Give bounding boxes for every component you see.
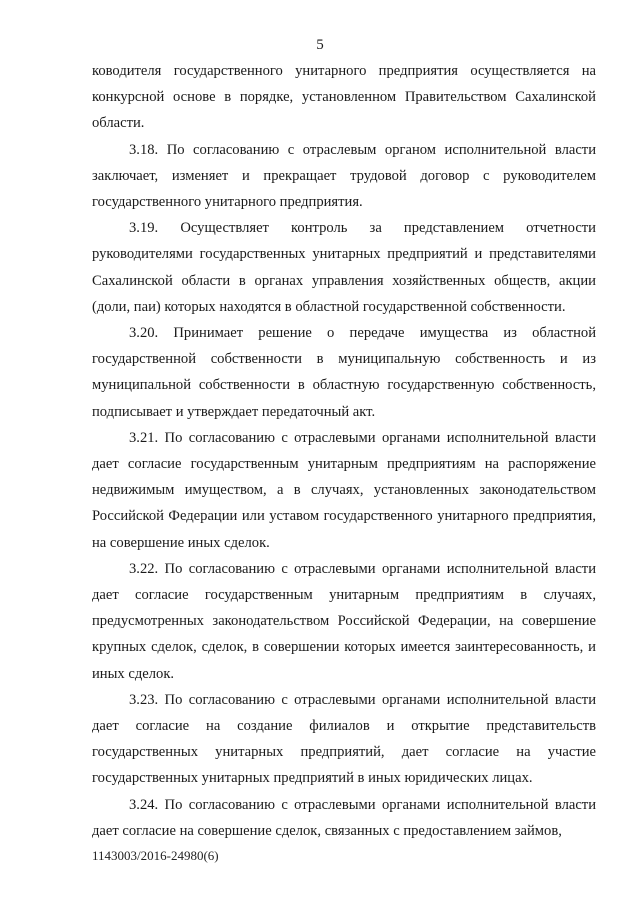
paragraph-3-23: 3.23. По согласованию с отраслевыми органами исполнительной власти дает согласие на создание филиалов и открытие представительств государственных унитарных предприятий, дает согласие на участие государственных унитарных предприятий в иных юридических лицах. [92,691,596,787]
paragraph-3-21: 3.21. По согласованию с отраслевыми органами исполнительной власти дает согласие государственным унитарным предприятиям на распоряжение недвижимым имуществом, а в случаях, установленных законодательством Российской Федерации или уставом государственного унитарного предприятия, на совершение иных сделок. [92,429,596,551]
paragraph-3-19: 3.19. Осуществляет контроль за представлением отчетности руководителями государственных унитарных предприятий и представителями Сахалинской области в органах управления хозяйственных обществ, акции (доли, паи) которых находятся в областной государственной собственности. [92,220,596,315]
document-code: 1143003/2016-24980(6) [92,848,219,863]
paragraph-continuation: ководителя государственного унитарного предприятия осуществляется на конкурсной основе в порядке, установленном Правительством Сахалинской области. [92,63,596,132]
paragraph-3-18: 3.18. По согласованию с отраслевым органом исполнительной власти заключает, изменяет и прекращает трудовой договор с руководителем государственного унитарного предприятия. [92,141,596,211]
paragraph-3-20: 3.20. Принимает решение о передаче имущества из областной государственной собственности в муниципальную собственность и из муниципальной собственности в областную государственную собственность, подписывает и утверждает передаточный акт. [92,325,596,420]
paragraph-3-24: 3.24. По согласованию с отраслевыми органами исполнительной власти дает согласие на совершение сделок, связанных с предоставлением займов, [92,796,596,839]
document-body [92,58,596,844]
page-number: 5 [316,37,324,53]
paragraph-3-22: 3.22. По согласованию с отраслевыми органами исполнительной власти дает согласие государственным унитарным предприятиям в случаях, предусмотренных законодательством Российской Федерации, на совершение крупных сделок, сделок, в совершении которых имеется заинтересованность, и иных сделок. [92,560,596,682]
